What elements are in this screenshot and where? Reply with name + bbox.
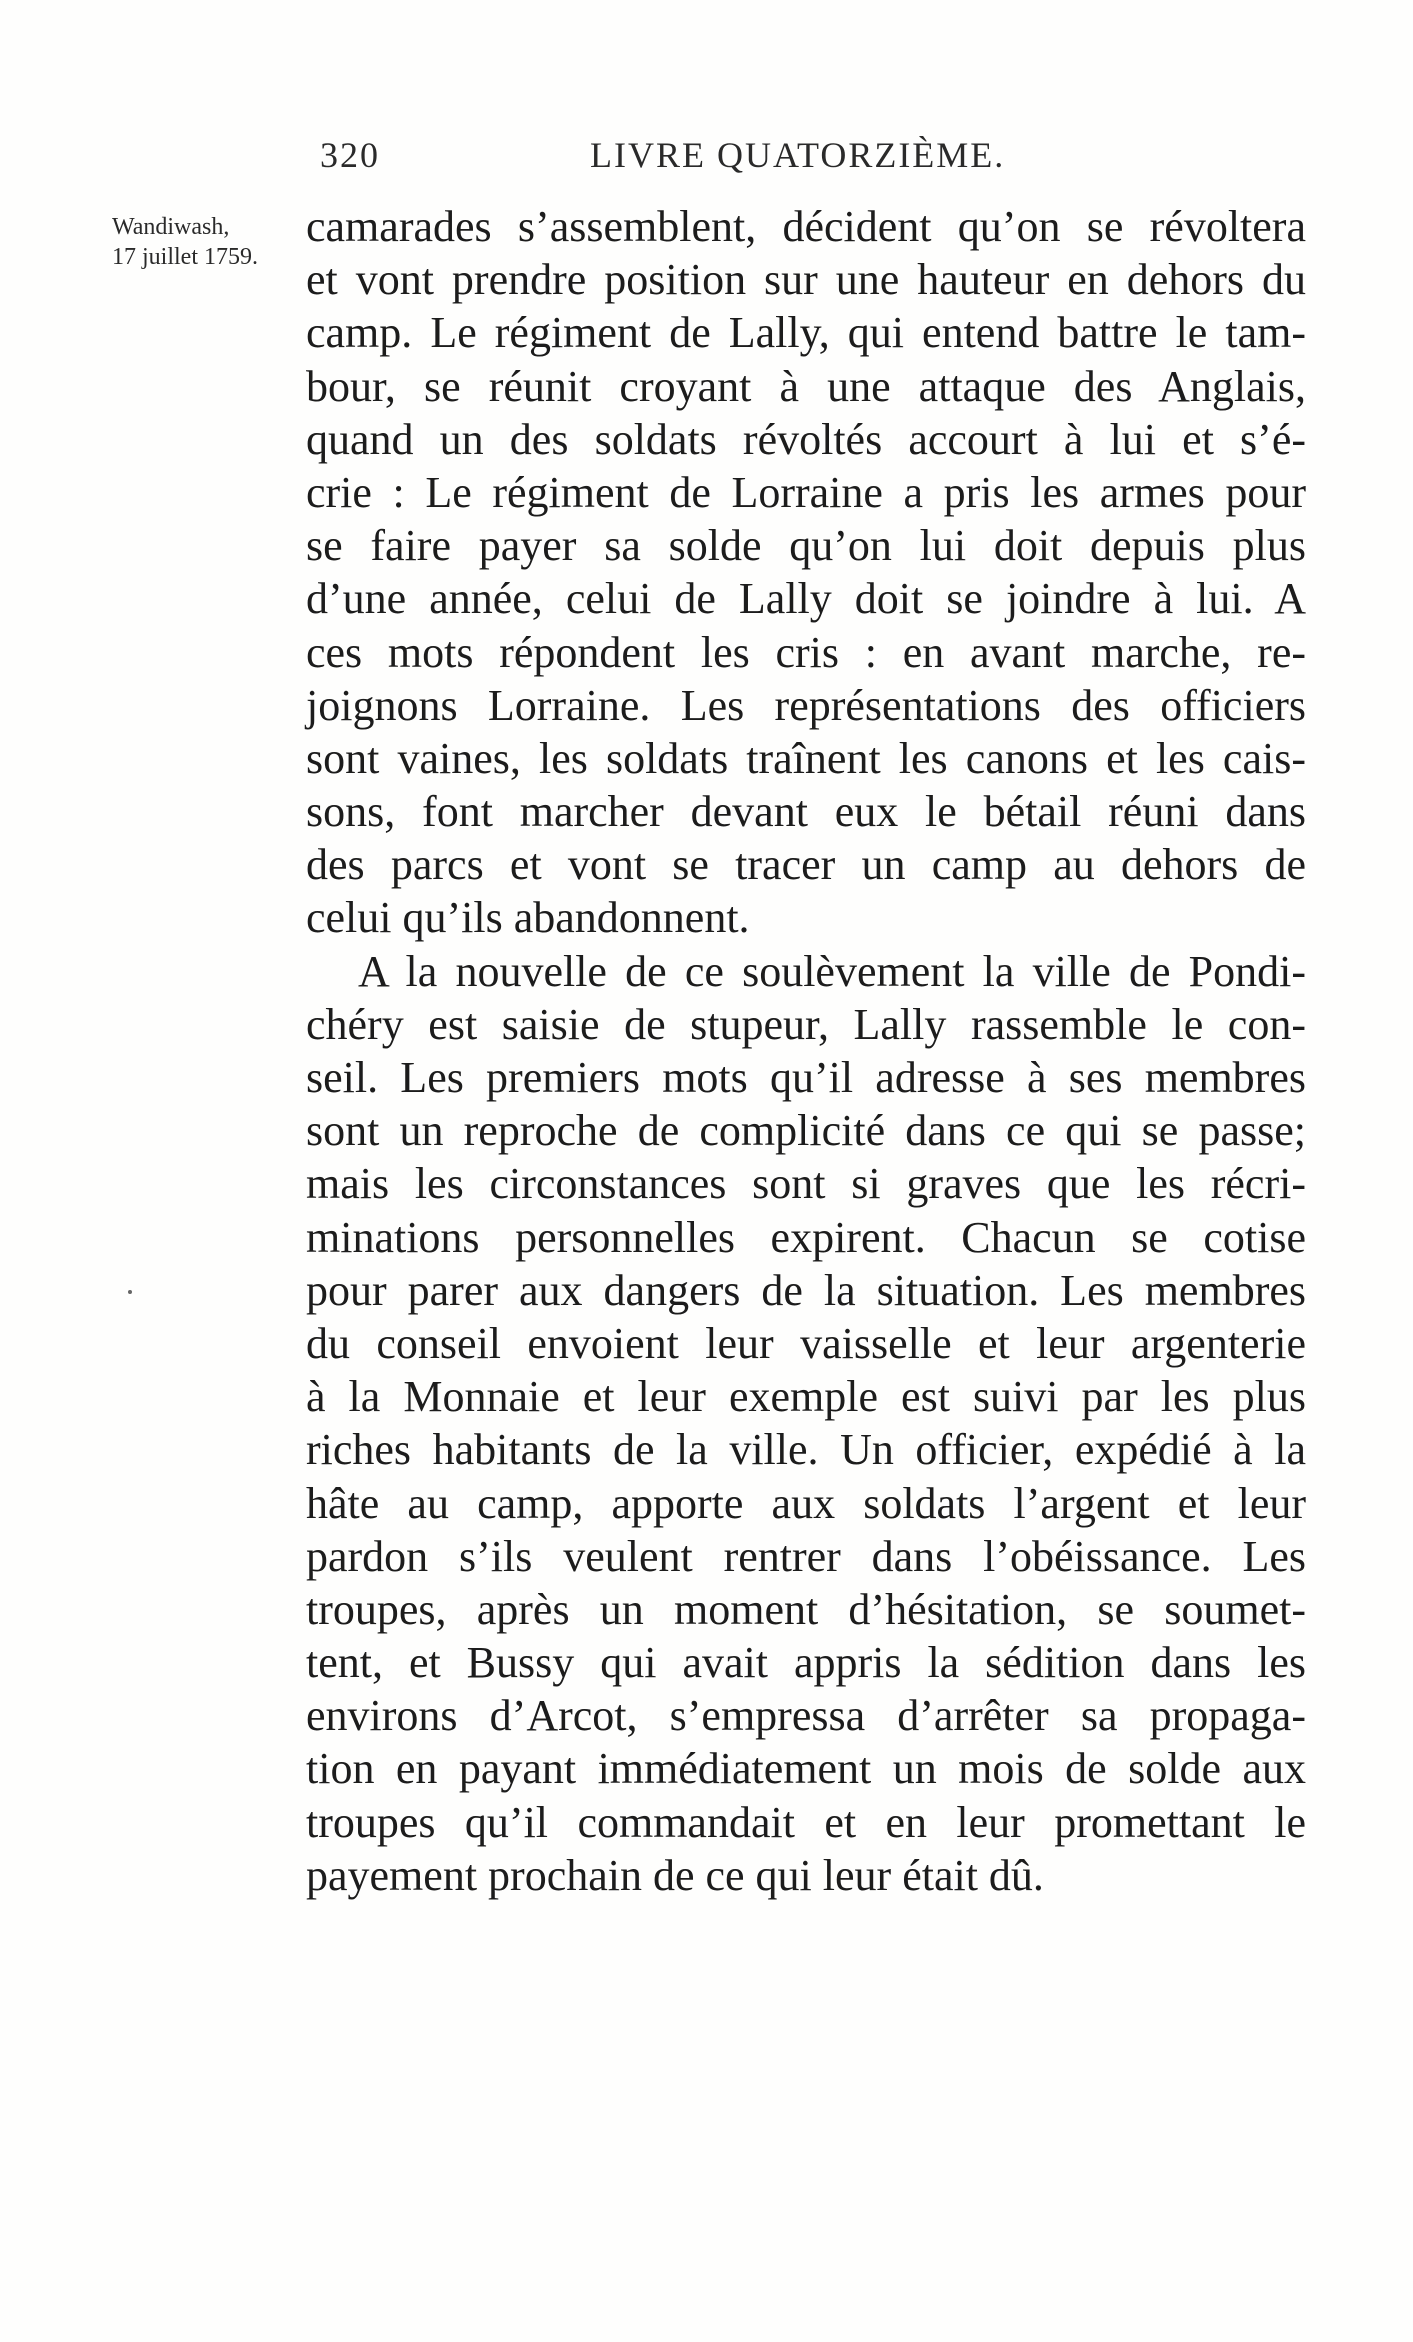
text-line: pardon s’ils veulent rentrer dans l’obéissance. Les [306, 1531, 1306, 1581]
margin-note [112, 212, 287, 272]
text-line: pour parer aux dangers de la situation. Les membres [306, 1265, 1306, 1315]
paragraph-1 [306, 200, 1306, 945]
text-line: environs d’Arcot, s’empressa d’arrêter sa propaga- [306, 1691, 1306, 1741]
text-line: tent, et Bussy qui avait appris la sédition dans les [306, 1638, 1306, 1688]
text-line: et vont prendre position sur une hauteur en dehors du [306, 255, 1306, 305]
text-line: celui qu’ils abandonnent. [306, 893, 750, 943]
text-line: du conseil envoient leur vaisselle et leur argenterie [306, 1318, 1306, 1368]
paragraph-2 [306, 945, 1306, 1902]
text-line: mais les circonstances sont si graves que les récri- [306, 1159, 1306, 1209]
text-line: sont vaines, les soldats traînent les canons et les cais- [306, 733, 1306, 783]
text-line: bour, se réunit croyant à une attaque des Anglais, [306, 361, 1306, 411]
text-line: payement prochain de ce qui leur était dû. [306, 1850, 1044, 1900]
text-line: quand un des soldats révoltés accourt à lui et s’é- [306, 414, 1306, 464]
text-line: à la Monnaie et leur exemple est suivi par les plus [306, 1372, 1306, 1422]
section-title: LIVRE QUATORZIÈME. [590, 135, 1006, 175]
text-line: sons, font marcher devant eux le bétail réuni dans [306, 787, 1306, 837]
text-line: hâte au camp, apporte aux soldats l’argent et leur [306, 1478, 1306, 1528]
text-line: des parcs et vont se tracer un camp au dehors de [306, 840, 1306, 890]
text-line: troupes qu’il commandait et en leur promettant le [306, 1797, 1306, 1847]
text-line: se faire payer sa solde qu’on lui doit depuis plus [306, 521, 1306, 571]
text-line: joignons Lorraine. Les représentations des officiers [306, 680, 1306, 730]
text-line: sont un reproche de complicité dans ce qui se passe; [306, 1106, 1306, 1156]
text-line: crie : Le régiment de Lorraine a pris les armes pour [306, 467, 1306, 517]
text-line: tion en payant immédiatement un mois de solde aux [306, 1744, 1306, 1794]
text-line: seil. Les premiers mots qu’il adresse à ses membres [306, 1053, 1306, 1102]
print-speck [128, 1290, 132, 1294]
page-number: 320 [320, 135, 380, 175]
body-text [306, 200, 1306, 1902]
margin-note-place: Wandiwash, [112, 214, 230, 240]
running-head [300, 134, 1320, 184]
margin-note-date: 17 juillet 1759. [112, 244, 258, 270]
text-line: minations personnelles expirent. Chacun se cotise [306, 1212, 1306, 1262]
text-line: A la nouvelle de ce soulèvement la ville de Pondi- [358, 946, 1306, 996]
text-line: camarades s’assemblent, décident qu’on se révoltera [306, 202, 1306, 251]
text-line: d’une année, celui de Lally doit se joindre à lui. A [306, 574, 1306, 624]
text-line: camp. Le régiment de Lally, qui entend battre le tam- [306, 308, 1306, 358]
text-line: troupes, après un moment d’hésitation, se soumet- [306, 1584, 1306, 1634]
text-line: ces mots répondent les cris : en avant marche, re- [306, 627, 1306, 677]
text-line: riches habitants de la ville. Un officier, expédié à la [306, 1425, 1306, 1475]
text-line: chéry est saisie de stupeur, Lally rassemble le con- [306, 999, 1306, 1049]
